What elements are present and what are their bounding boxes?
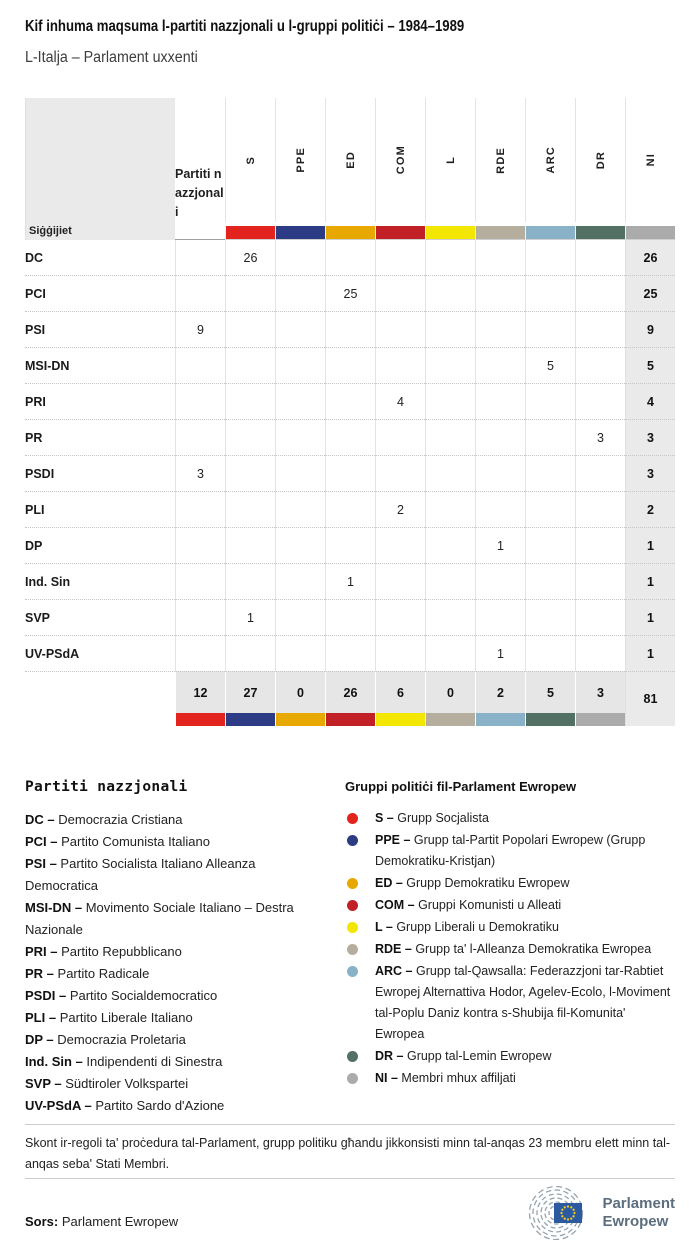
seat-cell xyxy=(575,635,625,671)
seat-cell xyxy=(475,311,525,347)
group-description xyxy=(375,917,559,938)
legend-national-list xyxy=(25,809,332,1117)
seat-cell xyxy=(575,240,625,275)
row-total: 5 xyxy=(625,347,675,383)
party-name: Partito Comunista Italiano xyxy=(61,834,210,849)
seat-cell xyxy=(375,563,425,599)
legend-item-national xyxy=(25,941,332,963)
seat-cell xyxy=(425,311,475,347)
legend-item-group xyxy=(345,895,678,916)
seat-cell xyxy=(325,455,375,491)
seat-cell: 3 xyxy=(575,419,625,455)
seat-cell xyxy=(275,455,325,491)
group-color-band xyxy=(475,226,525,240)
seat-cell xyxy=(375,599,425,635)
seat-cell xyxy=(175,383,225,419)
seat-cell xyxy=(225,527,275,563)
divider-bottom xyxy=(25,1178,675,1179)
seat-cell xyxy=(425,347,475,383)
seat-cell xyxy=(225,563,275,599)
seat-cell xyxy=(225,311,275,347)
seat-cell xyxy=(425,275,475,311)
seat-cell xyxy=(575,455,625,491)
party-name: Democrazia Proletaria xyxy=(57,1032,186,1047)
seat-cell xyxy=(375,419,425,455)
group-color-dot xyxy=(347,922,358,933)
group-color-dot xyxy=(347,1073,358,1084)
seats-column-header: Siġġijiet xyxy=(25,98,175,240)
seat-cell xyxy=(275,635,325,671)
row-header-cell xyxy=(175,98,225,226)
group-abbr: PPE – xyxy=(375,833,411,847)
legend-national-header: Partiti nazzjonali xyxy=(25,779,188,795)
seat-cell xyxy=(325,240,375,275)
legend-item-national xyxy=(25,1007,332,1029)
party-label: UV-PSdA xyxy=(25,635,175,671)
group-description xyxy=(375,808,489,829)
group-column-header xyxy=(325,98,375,222)
seat-cell xyxy=(325,527,375,563)
seat-cell xyxy=(275,347,325,383)
seat-cell xyxy=(475,240,525,275)
seat-cell xyxy=(425,383,475,419)
group-color-band xyxy=(375,226,425,240)
row-total: 9 xyxy=(625,311,675,347)
legend-item-national xyxy=(25,809,332,831)
group-total: 12 xyxy=(175,671,225,713)
row-total: 1 xyxy=(625,599,675,635)
group-name: Grupp Socjalista xyxy=(397,811,489,825)
legend-item-national xyxy=(25,985,332,1007)
group-column-header xyxy=(225,98,275,222)
seat-cell xyxy=(425,635,475,671)
group-color-band xyxy=(575,713,625,726)
group-color-dot xyxy=(347,900,358,911)
seat-cell xyxy=(425,455,475,491)
seat-cell xyxy=(275,275,325,311)
party-abbr: SVP – xyxy=(25,1076,62,1091)
legend-item-group xyxy=(345,830,678,872)
band-spacer xyxy=(175,226,225,240)
seat-cell xyxy=(375,455,425,491)
party-label: PLI xyxy=(25,491,175,527)
seat-cell xyxy=(425,419,475,455)
seat-cell xyxy=(425,599,475,635)
legend-item-group xyxy=(345,939,678,960)
row-total: 1 xyxy=(625,527,675,563)
party-name: Partito Socialdemocratico xyxy=(69,988,218,1003)
seat-cell xyxy=(575,491,625,527)
party-abbr: PLI – xyxy=(25,1010,57,1025)
legend-item-group xyxy=(345,961,678,1045)
group-color-band xyxy=(275,713,325,726)
party-abbr: PCI – xyxy=(25,834,58,849)
group-color-dot xyxy=(347,944,358,955)
seat-cell xyxy=(175,419,225,455)
group-color-band xyxy=(175,713,225,726)
divider-top xyxy=(25,1124,675,1125)
party-abbr: Ind. Sin – xyxy=(25,1054,83,1069)
seat-cell xyxy=(275,563,325,599)
group-description xyxy=(375,939,651,960)
page-subtitle-text: L-Italja – Parlament uxxenti xyxy=(25,49,198,66)
party-name: Partito Socialista Italiano Alleanza Democratica xyxy=(25,856,256,893)
party-name: Partito Liberale Italiano xyxy=(59,1010,193,1025)
group-column-label: NI xyxy=(644,153,657,167)
seat-cell xyxy=(475,455,525,491)
seat-cell xyxy=(525,527,575,563)
seat-cell xyxy=(225,383,275,419)
legend-item-national xyxy=(25,853,332,897)
legend-item-group xyxy=(345,873,678,894)
seat-cell xyxy=(475,347,525,383)
seat-table xyxy=(25,98,675,726)
page-title xyxy=(25,18,542,36)
seat-cell xyxy=(375,275,425,311)
seat-cell xyxy=(575,311,625,347)
ep-logo-line2: Ewropew xyxy=(602,1213,669,1230)
party-name: Indipendenti di Sinestra xyxy=(86,1054,223,1069)
ep-hemicycle-icon xyxy=(528,1186,594,1240)
legend-item-national xyxy=(25,831,332,853)
seat-cell: 1 xyxy=(475,635,525,671)
group-abbr: NI – xyxy=(375,1071,398,1085)
legend-item-national xyxy=(25,1051,332,1073)
group-color-band xyxy=(575,226,625,240)
row-total: 1 xyxy=(625,563,675,599)
group-color-band xyxy=(425,713,475,726)
row-header-label: Partiti nazzjonali xyxy=(175,167,224,219)
group-column-label: ED xyxy=(344,151,357,169)
group-abbr: ED – xyxy=(375,876,403,890)
legend-national xyxy=(25,779,332,1117)
seat-cell xyxy=(275,491,325,527)
row-total: 25 xyxy=(625,275,675,311)
seat-cell xyxy=(475,383,525,419)
seat-cell: 4 xyxy=(375,383,425,419)
totals-band-spacer xyxy=(25,713,175,726)
footnote: Skont ir-regoli ta' proċedura tal-Parlament, grupp politiku għandu jikkonsisti minn tal-anqas 23 membru elett minn tal-anqas seba' Stati Membri. xyxy=(25,1136,671,1171)
group-column-header xyxy=(625,98,675,222)
grand-total: 81 xyxy=(625,671,675,726)
seat-cell xyxy=(575,383,625,419)
source-line xyxy=(25,1214,178,1229)
party-abbr: PRI – xyxy=(25,944,58,959)
seat-cell xyxy=(175,599,225,635)
party-label: SVP xyxy=(25,599,175,635)
group-name: Grupp ta' l-Alleanza Demokratika Ewropea xyxy=(415,942,652,956)
party-label: MSI-DN xyxy=(25,347,175,383)
party-label: PSDI xyxy=(25,455,175,491)
seat-cell xyxy=(475,563,525,599)
group-name: Grupp tal-Qawsalla: Federazzjoni tar-Rabtiet Ewropej Alternattiva Hodor, Agelev-Ecolo, l-Moviment tal-Poplu Daniz kontra s-Shubija fil-Komunita' Ewropea xyxy=(375,964,671,1041)
party-label: DP xyxy=(25,527,175,563)
legend-groups-header: Gruppi politiċi fil-Parlament Ewropew xyxy=(345,779,577,794)
group-color-band xyxy=(325,713,375,726)
seat-cell: 25 xyxy=(325,275,375,311)
seat-cell xyxy=(375,311,425,347)
group-column-label: PPE xyxy=(294,147,307,173)
group-total: 0 xyxy=(275,671,325,713)
group-color-band xyxy=(225,226,275,240)
seat-cell xyxy=(525,240,575,275)
seat-cell xyxy=(375,347,425,383)
group-color-band xyxy=(225,713,275,726)
seat-cell xyxy=(325,311,375,347)
seat-cell xyxy=(275,527,325,563)
row-total: 4 xyxy=(625,383,675,419)
party-abbr: DP – xyxy=(25,1032,54,1047)
legend-item-national xyxy=(25,1029,332,1051)
seat-cell xyxy=(575,347,625,383)
seat-cell xyxy=(325,635,375,671)
group-abbr: DR – xyxy=(375,1049,404,1063)
party-label: DC xyxy=(25,250,44,265)
seat-cell xyxy=(525,311,575,347)
group-column-header xyxy=(575,98,625,222)
group-color-dot xyxy=(347,835,358,846)
group-column-label: L xyxy=(444,156,457,164)
group-abbr: RDE – xyxy=(375,942,412,956)
group-abbr: COM – xyxy=(375,898,415,912)
party-label: PRI xyxy=(25,383,175,419)
group-total: 6 xyxy=(375,671,425,713)
row-total: 3 xyxy=(625,455,675,491)
seat-cell xyxy=(275,419,325,455)
group-color-dot xyxy=(347,878,358,889)
seat-cell xyxy=(525,563,575,599)
group-description xyxy=(375,961,678,1045)
source-value: Parlament Ewropew xyxy=(61,1214,179,1229)
seat-cell: 9 xyxy=(175,311,225,347)
group-description xyxy=(375,830,678,872)
group-column-header xyxy=(475,98,525,222)
seat-cell xyxy=(225,491,275,527)
seat-cell xyxy=(525,455,575,491)
group-description xyxy=(375,895,561,916)
ep-logo-line1: Parlament xyxy=(602,1194,675,1212)
row-total: 1 xyxy=(625,635,675,671)
group-column-header xyxy=(375,98,425,222)
party-abbr: PR – xyxy=(25,966,54,981)
seat-cell xyxy=(525,419,575,455)
group-total: 26 xyxy=(325,671,375,713)
legend-item-group xyxy=(345,1046,678,1067)
legend-groups-list xyxy=(345,808,678,1089)
legend-item-national xyxy=(25,1073,332,1095)
group-name: Grupp Demokratiku Ewropew xyxy=(406,876,570,890)
group-color-dot xyxy=(347,813,358,824)
seat-cell xyxy=(225,635,275,671)
legend-item-national xyxy=(25,897,332,941)
group-name: Grupp tal-Lemin Ewropew xyxy=(406,1049,552,1063)
legend-groups xyxy=(345,779,678,1090)
group-color-band xyxy=(275,226,325,240)
seat-cell xyxy=(175,275,225,311)
seat-cell xyxy=(425,491,475,527)
party-name: Partito Repubblicano xyxy=(61,944,182,959)
seat-cell xyxy=(225,419,275,455)
group-total: 3 xyxy=(575,671,625,713)
seat-cell xyxy=(375,240,425,275)
legend-item-group xyxy=(345,808,678,829)
group-column-header xyxy=(525,98,575,222)
group-color-dot xyxy=(347,966,358,977)
seat-cell xyxy=(175,527,225,563)
group-name: Grupp Liberali u Demokratiku xyxy=(396,920,559,934)
group-column-label: DR xyxy=(594,150,607,170)
seat-cell xyxy=(175,491,225,527)
row-total: 26 xyxy=(625,240,675,275)
seat-cell: 5 xyxy=(525,347,575,383)
ep-logo xyxy=(528,1186,675,1240)
legend-item-group xyxy=(345,1068,678,1089)
seat-cell xyxy=(325,347,375,383)
seat-cell xyxy=(375,635,425,671)
seat-cell xyxy=(325,419,375,455)
group-column-header xyxy=(425,98,475,222)
seat-cell xyxy=(175,347,225,383)
seat-cell xyxy=(175,635,225,671)
group-total: 27 xyxy=(225,671,275,713)
party-name: Partito Sardo d'Azione xyxy=(95,1098,225,1113)
group-color-band xyxy=(425,226,475,240)
seat-cell: 1 xyxy=(225,599,275,635)
group-color-band xyxy=(475,713,525,726)
totals-spacer xyxy=(25,671,175,713)
row-total: 2 xyxy=(625,491,675,527)
group-color-band xyxy=(525,713,575,726)
group-column-label: ARC xyxy=(544,146,557,174)
group-column-label: S xyxy=(244,155,257,165)
seat-cell xyxy=(225,347,275,383)
seat-cell xyxy=(575,599,625,635)
group-column-header xyxy=(275,98,325,222)
legend-item-group xyxy=(345,917,678,938)
seat-cell xyxy=(525,275,575,311)
seat-cell xyxy=(275,240,325,275)
seat-cell xyxy=(425,563,475,599)
party-label: Ind. Sin xyxy=(25,563,175,599)
group-total: 5 xyxy=(525,671,575,713)
group-color-dot xyxy=(347,1051,358,1062)
party-abbr: DC – xyxy=(25,812,55,827)
group-description xyxy=(375,1046,551,1067)
seat-cell xyxy=(525,383,575,419)
seat-cell: 1 xyxy=(475,527,525,563)
ep-logo-text xyxy=(602,1195,675,1232)
seat-cell xyxy=(225,275,275,311)
seat-cell xyxy=(475,419,525,455)
party-name: Partito Radicale xyxy=(57,966,150,981)
party-label: PSI xyxy=(25,311,175,347)
group-color-band xyxy=(625,226,675,240)
source-label: Sors: xyxy=(25,1214,59,1229)
group-abbr: S – xyxy=(375,811,394,825)
seat-cell xyxy=(575,527,625,563)
party-abbr: PSI – xyxy=(25,856,57,871)
party-name: Movimento Sociale Italiano – Destra Nazionale xyxy=(25,900,294,937)
group-description xyxy=(375,1068,516,1089)
seat-cell: 1 xyxy=(325,563,375,599)
seat-cell xyxy=(275,383,325,419)
seat-cell xyxy=(325,599,375,635)
seat-cell xyxy=(525,635,575,671)
group-abbr: ARC – xyxy=(375,964,413,978)
party-label: PR xyxy=(25,419,175,455)
seat-cell xyxy=(175,563,225,599)
seat-cell xyxy=(525,599,575,635)
group-total: 2 xyxy=(475,671,525,713)
group-name: Gruppi Komunisti u Alleati xyxy=(418,898,562,912)
group-total: 0 xyxy=(425,671,475,713)
page-title-text: Kif inhuma maqsuma l-partiti nazzjonali u l-gruppi politiċi – 1984–1989 xyxy=(25,18,465,35)
seat-cell xyxy=(275,311,325,347)
group-color-band xyxy=(375,713,425,726)
seat-cell: 26 xyxy=(225,240,275,275)
seat-cell: 2 xyxy=(375,491,425,527)
seat-cell xyxy=(175,240,225,275)
group-color-band xyxy=(325,226,375,240)
seat-cell xyxy=(225,455,275,491)
seat-cell xyxy=(375,527,425,563)
legend-item-national xyxy=(25,1095,332,1117)
party-name: Südtiroler Volkspartei xyxy=(65,1076,189,1091)
seat-cell xyxy=(475,491,525,527)
party-abbr: PSDI – xyxy=(25,988,67,1003)
seat-cell xyxy=(325,383,375,419)
seat-cell xyxy=(575,275,625,311)
group-name: Grupp tal-Partit Popolari Ewropew (Grupp Demokratiku-Kristjan) xyxy=(375,833,646,868)
group-color-band xyxy=(525,226,575,240)
legend-item-national xyxy=(25,963,332,985)
seat-cell: 3 xyxy=(175,455,225,491)
seat-cell xyxy=(575,563,625,599)
group-description xyxy=(375,873,570,894)
seat-cell xyxy=(475,599,525,635)
seat-cell xyxy=(275,599,325,635)
group-column-label: RDE xyxy=(494,146,507,174)
party-abbr: MSI-DN – xyxy=(25,900,83,915)
seat-cell xyxy=(525,491,575,527)
party-name: Democrazia Cristiana xyxy=(58,812,183,827)
page-subtitle xyxy=(25,49,213,67)
row-total: 3 xyxy=(625,419,675,455)
seat-cell xyxy=(325,491,375,527)
seat-cell xyxy=(475,275,525,311)
party-abbr: UV-PSdA – xyxy=(25,1098,92,1113)
seat-cell xyxy=(425,240,475,275)
group-column-label: COM xyxy=(394,145,407,175)
group-name: Membri mhux affiljati xyxy=(401,1071,516,1085)
group-abbr: L – xyxy=(375,920,393,934)
party-label: PCI xyxy=(25,275,175,311)
seat-cell xyxy=(425,527,475,563)
